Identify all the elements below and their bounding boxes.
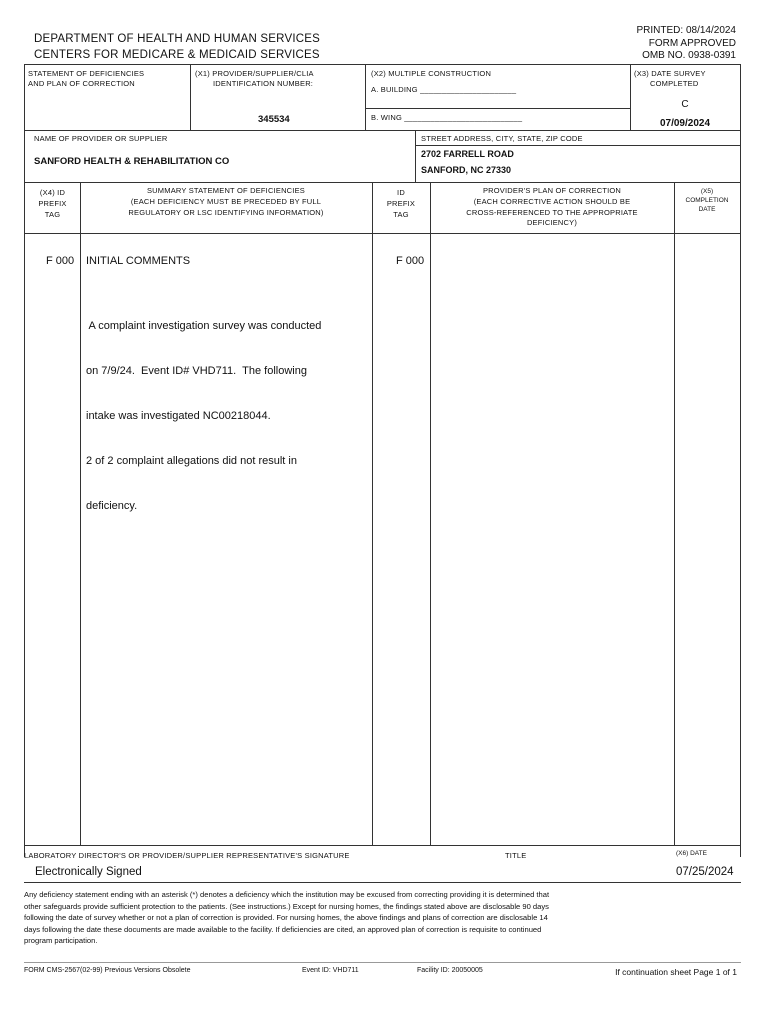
x5-header: COMPLETION xyxy=(685,197,729,204)
plan-tag: F 000 xyxy=(396,255,425,267)
signature-value: Electronically Signed xyxy=(35,866,142,878)
summary-header: (EACH DEFICIENCY MUST BE PRECEDED BY FULL xyxy=(130,197,322,206)
x1-label: (X1) PROVIDER/SUPPLIER/CLIA xyxy=(195,69,314,78)
id-header: TAG xyxy=(393,210,409,219)
plan-header: (EACH CORRECTIVE ACTION SHOULD BE xyxy=(473,197,631,206)
statement-label: AND PLAN OF CORRECTION xyxy=(28,79,135,88)
signature-date: 07/25/2024 xyxy=(676,866,734,878)
x5-header: DATE xyxy=(698,206,716,213)
printed-date: PRINTED: 08/14/2024 xyxy=(636,25,736,36)
title-label: TITLE xyxy=(505,851,527,860)
deficiency-text-line: intake was investigated NC00218044. xyxy=(86,410,271,422)
summary-header: REGULATORY OR LSC IDENTIFYING INFORMATION) xyxy=(128,208,324,217)
x1-label: IDENTIFICATION NUMBER: xyxy=(213,79,314,88)
divider xyxy=(190,64,191,130)
divider xyxy=(24,182,741,183)
deficiency-text-line: on 7/9/24. Event ID# VHD711. The following xyxy=(86,365,307,377)
address-label: STREET ADDRESS, CITY, STATE, ZIP CODE xyxy=(421,134,583,143)
form-number: FORM CMS-2567(02-99) Previous Versions Obsolete xyxy=(24,967,191,974)
omb-number: OMB NO. 0938-0391 xyxy=(642,50,736,61)
summary-header: SUMMARY STATEMENT OF DEFICIENCIES xyxy=(146,186,305,195)
divider xyxy=(24,130,741,131)
form-approved: FORM APPROVED xyxy=(648,38,736,49)
x3-label: (X3) DATE SURVEY xyxy=(634,69,706,78)
divider xyxy=(365,64,366,130)
provider-name-label: NAME OF PROVIDER OR SUPPLIER xyxy=(34,134,168,143)
deficiency-text-line: 2 of 2 complaint allegations did not result in xyxy=(86,455,297,467)
address-line-1: 2702 FARRELL ROAD xyxy=(421,149,514,159)
agency-name: CENTERS FOR MEDICARE & MEDICAID SERVICES xyxy=(34,49,320,61)
disclaimer-line: program participation. xyxy=(24,936,98,945)
x4-header: PREFIX xyxy=(38,199,67,208)
divider xyxy=(365,108,631,109)
deficiency-text-line: A complaint investigation survey was conducted xyxy=(86,320,322,332)
deficiency-tag: F 000 xyxy=(46,255,75,267)
wing-field: B. WING ___________________________ xyxy=(371,113,523,122)
statement-label: STATEMENT OF DEFICIENCIES xyxy=(28,69,145,78)
plan-header: PROVIDER'S PLAN OF CORRECTION xyxy=(482,186,622,195)
deficiency-text xyxy=(86,289,321,529)
divider xyxy=(80,182,81,845)
divider xyxy=(415,130,416,182)
x3-label: COMPLETED xyxy=(650,79,699,88)
divider xyxy=(415,145,741,146)
date-label: (X6) DATE xyxy=(676,850,707,857)
divider xyxy=(674,182,675,845)
deficiency-title: INITIAL COMMENTS xyxy=(86,255,191,267)
signature-label: LABORATORY DIRECTOR'S OR PROVIDER/SUPPLIER REPRESENTATIVE'S SIGNATURE xyxy=(24,851,350,860)
x4-header: TAG xyxy=(44,210,61,219)
divider xyxy=(372,182,373,845)
plan-header: CROSS-REFERENCED TO THE APPROPRIATE xyxy=(466,208,638,217)
divider xyxy=(24,64,741,65)
x2-label: (X2) MULTIPLE CONSTRUCTION xyxy=(371,69,492,78)
disclaimer-line: following the date of survey whether or not a plan of correction is provided. For nursing homes, the above findings and plans of correction are disclosable 14 xyxy=(24,913,548,922)
id-header: PREFIX xyxy=(386,199,416,208)
facility-id: Facility ID: 20050005 xyxy=(417,967,483,974)
divider xyxy=(24,882,741,883)
disclaimer-line: other safeguards provide sufficient protection to the patients. (See instructions.) Except for nursing homes, the findings stated above are disclosable 90 days xyxy=(24,901,549,911)
event-id: Event ID: VHD711 xyxy=(302,967,359,974)
id-header: ID xyxy=(397,188,405,197)
survey-code: C xyxy=(681,99,689,110)
building-field: A. BUILDING ______________________ xyxy=(371,85,517,94)
x5-header: (X5) xyxy=(700,188,714,195)
divider xyxy=(430,182,431,845)
plan-header: DEFICIENCY) xyxy=(526,218,578,227)
clia-number: 345534 xyxy=(258,114,290,125)
provider-name: SANFORD HEALTH & REHABILITATION CO xyxy=(34,156,230,167)
department-name: DEPARTMENT OF HEALTH AND HUMAN SERVICES xyxy=(34,33,320,45)
disclaimer-line: days following the date these documents are made available to the facility. If deficiencies are cited, an approved plan of correction is requisite to continued xyxy=(24,924,542,934)
disclaimer-line: Any deficiency statement ending with an asterisk (*) denotes a deficiency which the institution may be excused from correcting providing it is determined that xyxy=(24,890,550,899)
page-number: If continuation sheet Page 1 of 1 xyxy=(615,967,737,977)
address-line-2: SANFORD, NC 27330 xyxy=(421,165,512,175)
survey-date: 07/09/2024 xyxy=(659,118,711,129)
x4-header: (X4) ID xyxy=(39,188,66,197)
deficiency-text-line: deficiency. xyxy=(86,500,138,512)
disclaimer xyxy=(24,889,549,947)
divider xyxy=(24,845,741,846)
divider xyxy=(24,962,741,963)
divider xyxy=(24,233,741,234)
